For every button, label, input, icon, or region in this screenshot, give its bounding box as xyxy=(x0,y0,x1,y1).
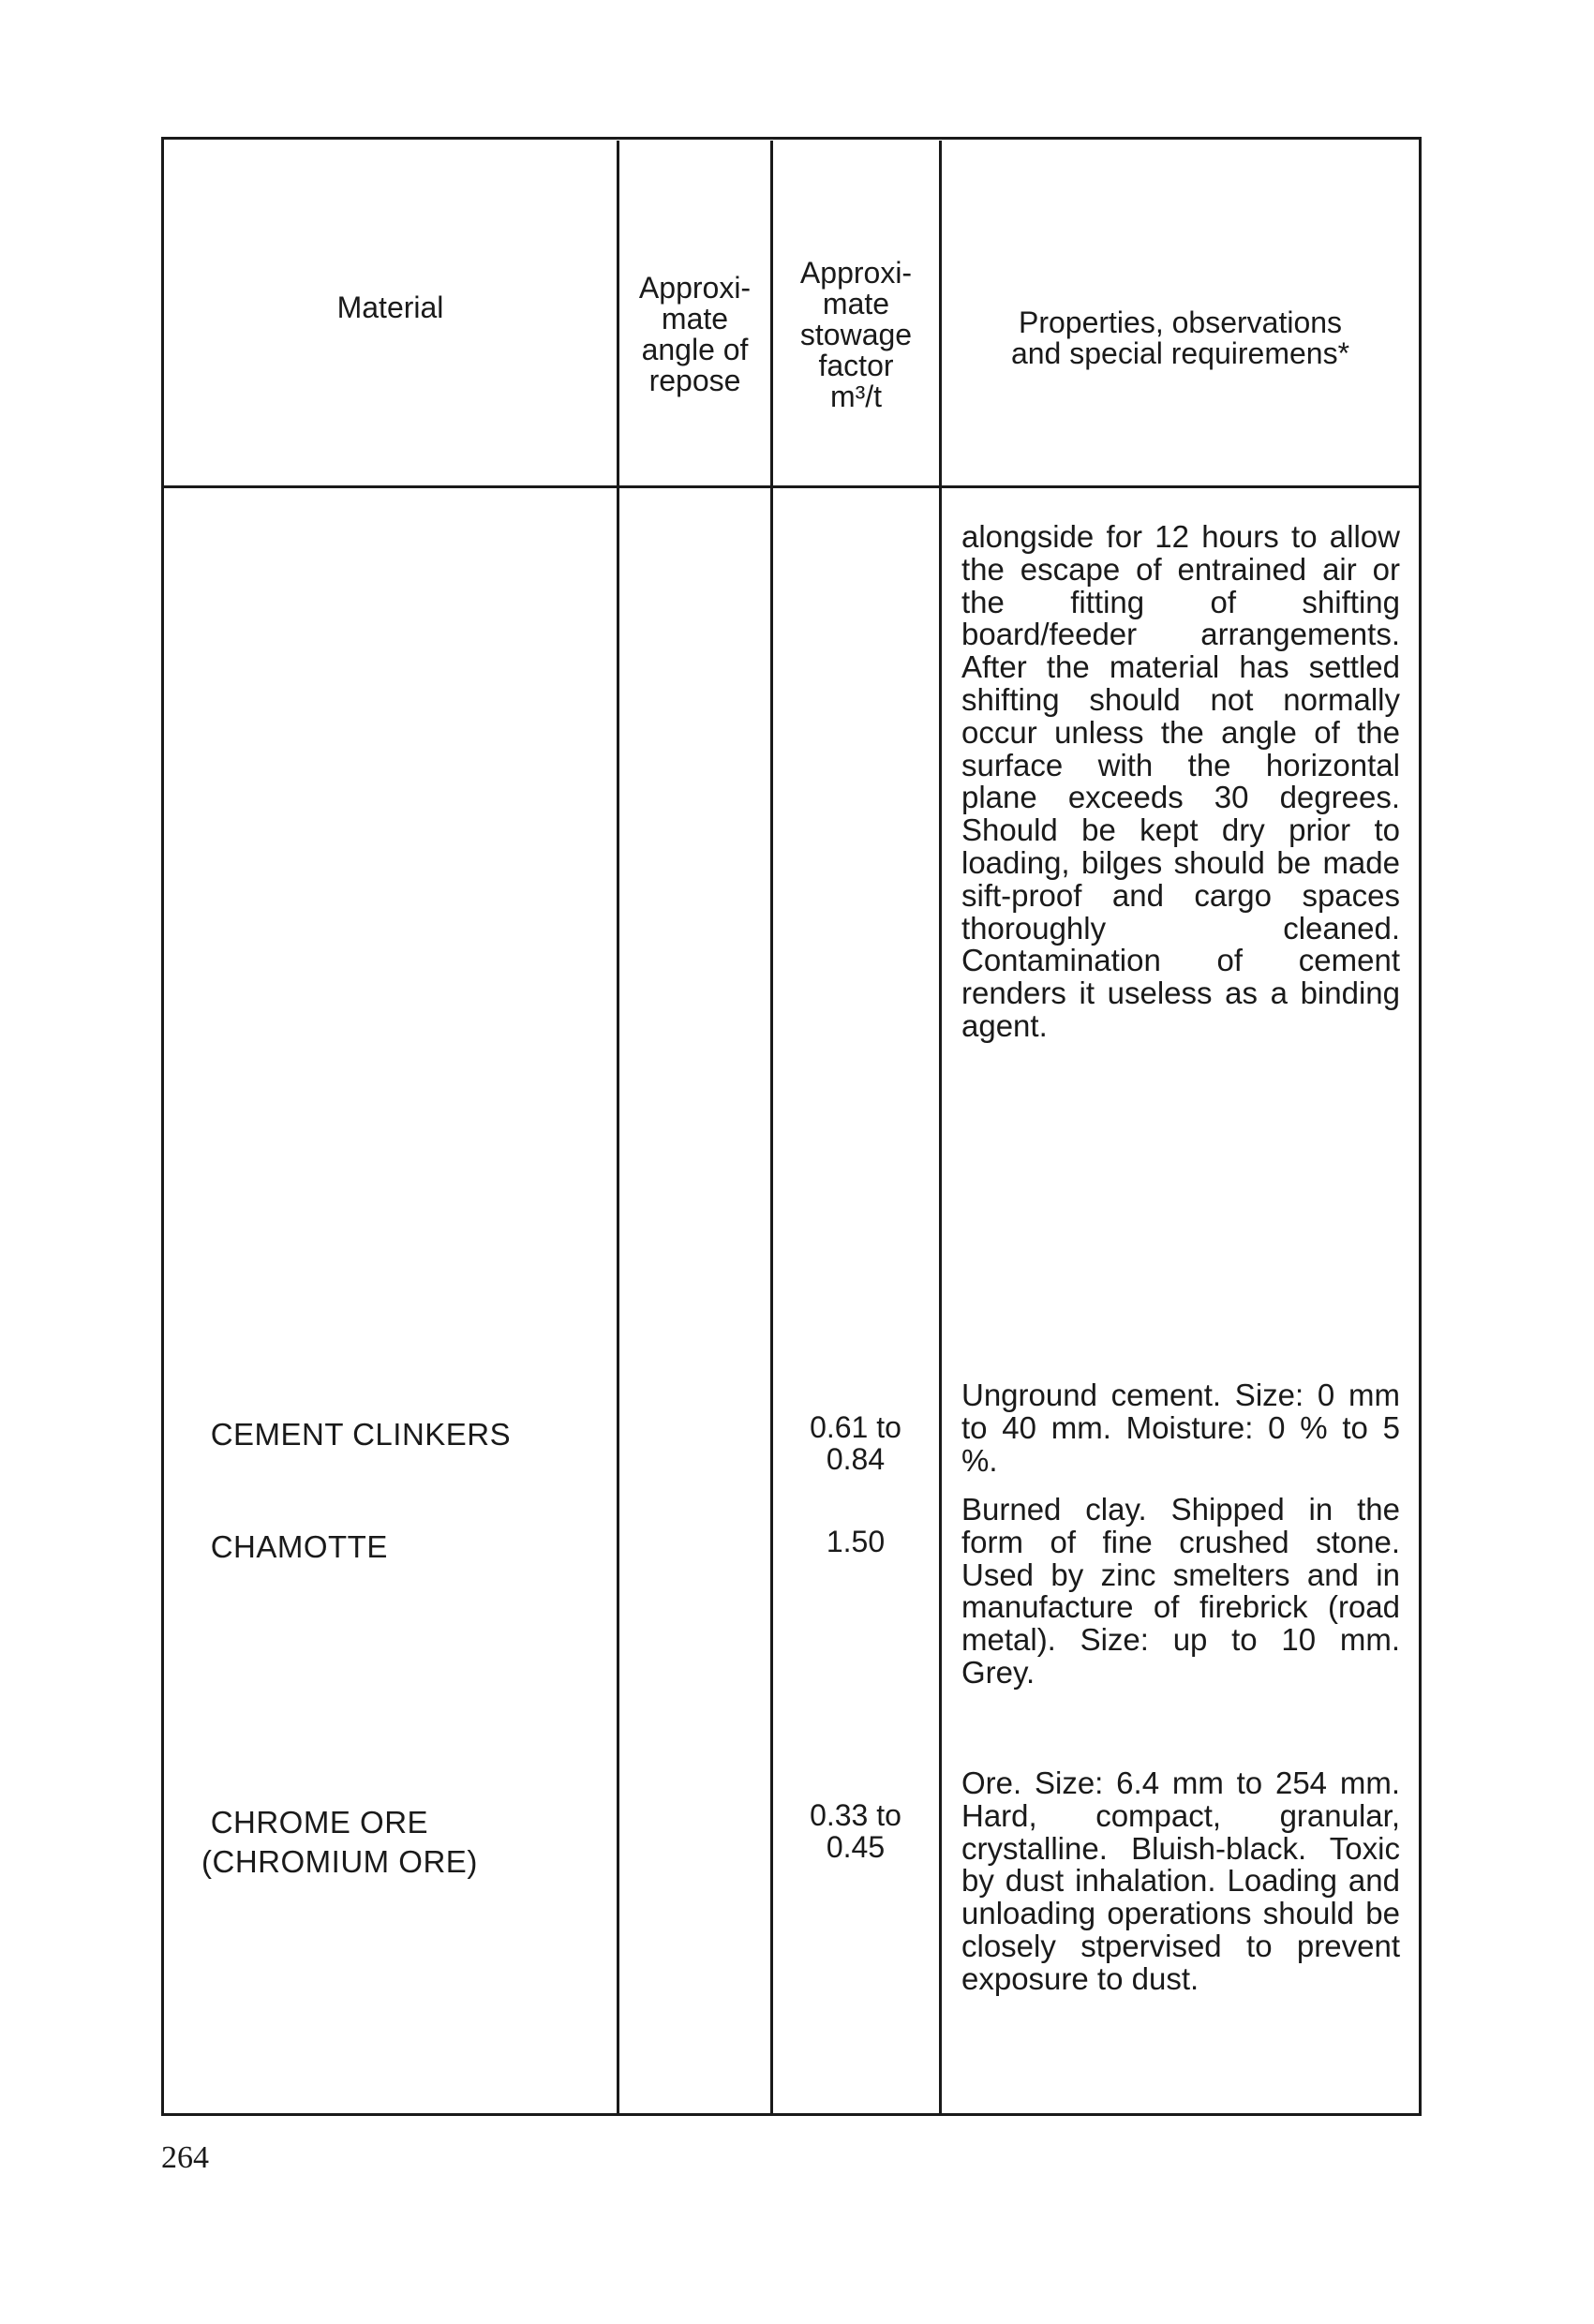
row-chrome-ore-properties: Ore. Size: 6.4 mm to 254 mm. Hard, compact, granular, crystalline. Bluish-black. Toxic by dust inhalation. Loading and unloading operations should be closely stpervised to prevent exposure to dust. xyxy=(961,1765,1400,1996)
column-divider-1 xyxy=(617,141,619,2113)
header-properties: Properties, observations and special requiremens* xyxy=(1010,305,1350,370)
header-bottom-border xyxy=(161,485,1422,488)
header-angle-of-repose: Approxi- mate angle of repose xyxy=(638,271,752,397)
row-cement-clinkers-stowage: 0.61 to 0.84 xyxy=(810,1410,901,1476)
table-right-border xyxy=(1419,137,1422,2116)
row-chamotte-stowage: 1.50 xyxy=(826,1525,886,1558)
page-number: 264 xyxy=(161,2140,209,2175)
row-chrome-ore-stowage: 0.33 to 0.45 xyxy=(810,1798,901,1864)
row-cement-clinkers-material: CEMENT CLINKERS xyxy=(210,1417,512,1452)
row-cement-clinkers-properties: Unground cement. Size: 0 mm to 40 mm. Moisture: 0 % to 5 %. xyxy=(961,1378,1400,1478)
row-chamotte-properties: Burned clay. Shipped in the form of fine crushed stone. Used by zinc smelters and in manufacture of firebrick (road metal). Size: up to 10 mm. Grey. xyxy=(961,1492,1400,1690)
row-chrome-ore-material: CHROME ORE (CHROMIUM ORE) xyxy=(201,1805,478,1879)
row-chamotte-material: CHAMOTTE xyxy=(210,1529,388,1564)
table-bottom-border xyxy=(161,2113,1422,2116)
header-stowage-factor: Approxi- mate stowage factor m³/t xyxy=(799,256,913,413)
column-divider-2 xyxy=(770,141,773,2113)
column-divider-3 xyxy=(939,141,942,2113)
table-left-border xyxy=(161,137,164,2116)
header-material: Material xyxy=(336,290,444,324)
table-top-border xyxy=(161,137,1422,140)
continuation-properties: alongside for 12 hours to allow the escape of entrained air or the fitting of shifting board/feeder arrangements. After the material has settled shifting should not normally occur unless the angle of the surface with the horizontal plane exceeds 30 degrees. Should be kept dry prior to loading, bilges should be made sift-proof and cargo spaces thoroughly cleaned. Contamination of cement renders it useless as a binding agent. xyxy=(961,519,1400,1043)
